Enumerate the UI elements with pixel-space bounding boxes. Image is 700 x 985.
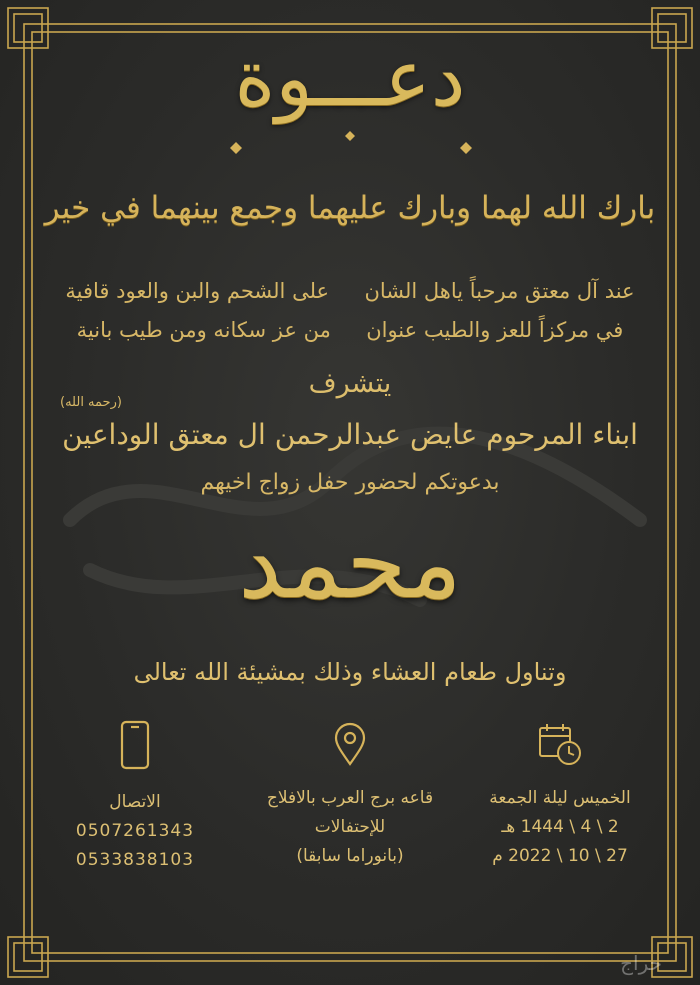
poem-line-2-left: من عز سكانه ومن طيب بانية: [76, 318, 331, 342]
venue-name: قاعه برج العرب بالافلاج: [266, 788, 434, 808]
invitation-title: دعـــوة: [234, 34, 466, 124]
title-ornament: [190, 126, 510, 166]
sons-line: ابناء المرحوم عايض عبدالرحمن ال معتق الوداعين: [62, 418, 638, 451]
contact-details: [30, 720, 240, 875]
phone-number-2[interactable]: 0533838103: [75, 850, 195, 870]
poem-line-2: [0, 318, 700, 342]
calendar-clock-icon: [536, 720, 584, 768]
location-pin-icon: [326, 720, 374, 768]
venue-type: للإحتفالات: [314, 817, 386, 837]
venue-former-name: (بانوراما سابقا): [296, 846, 404, 866]
contact-label: الاتصال: [109, 792, 161, 812]
site-watermark: [552, 951, 662, 975]
poem-line-2-right: في مركزاً للعز والطيب عنوان: [366, 318, 624, 342]
watermark-text: حراج: [620, 951, 662, 975]
venue-details: [245, 720, 455, 871]
date-day: الخميس ليلة الجمعة: [489, 788, 631, 808]
phone-number-1[interactable]: 0507261343: [75, 821, 195, 841]
date-hijri: 2 \ 4 \ 1444 هـ: [501, 817, 619, 837]
late-note: (رحمه الله): [60, 395, 122, 410]
poem-line-1: [0, 279, 700, 303]
blessing-calligraphy: بارك الله لهما وبارك عليهما وجمع بينهما في خير: [44, 190, 656, 226]
phone-icon: [111, 720, 159, 772]
groom-name: محمد: [238, 507, 462, 621]
honored-heading: يتشرف: [308, 368, 392, 399]
poem-line-1-left: على الشحم والبن والعود قافية: [65, 279, 330, 303]
date-details: [455, 720, 665, 871]
invite-line: بدعوتكم لحضور حفل زواج اخيهم: [200, 470, 500, 495]
poem-line-1-right: عند آل معتق مرحباً ياهل الشان: [364, 279, 635, 303]
dinner-line: وتناول طعام العشاء وذلك بمشيئة الله تعالى: [133, 658, 567, 686]
date-gregorian: 27 \ 10 \ 2022 م: [492, 846, 628, 866]
